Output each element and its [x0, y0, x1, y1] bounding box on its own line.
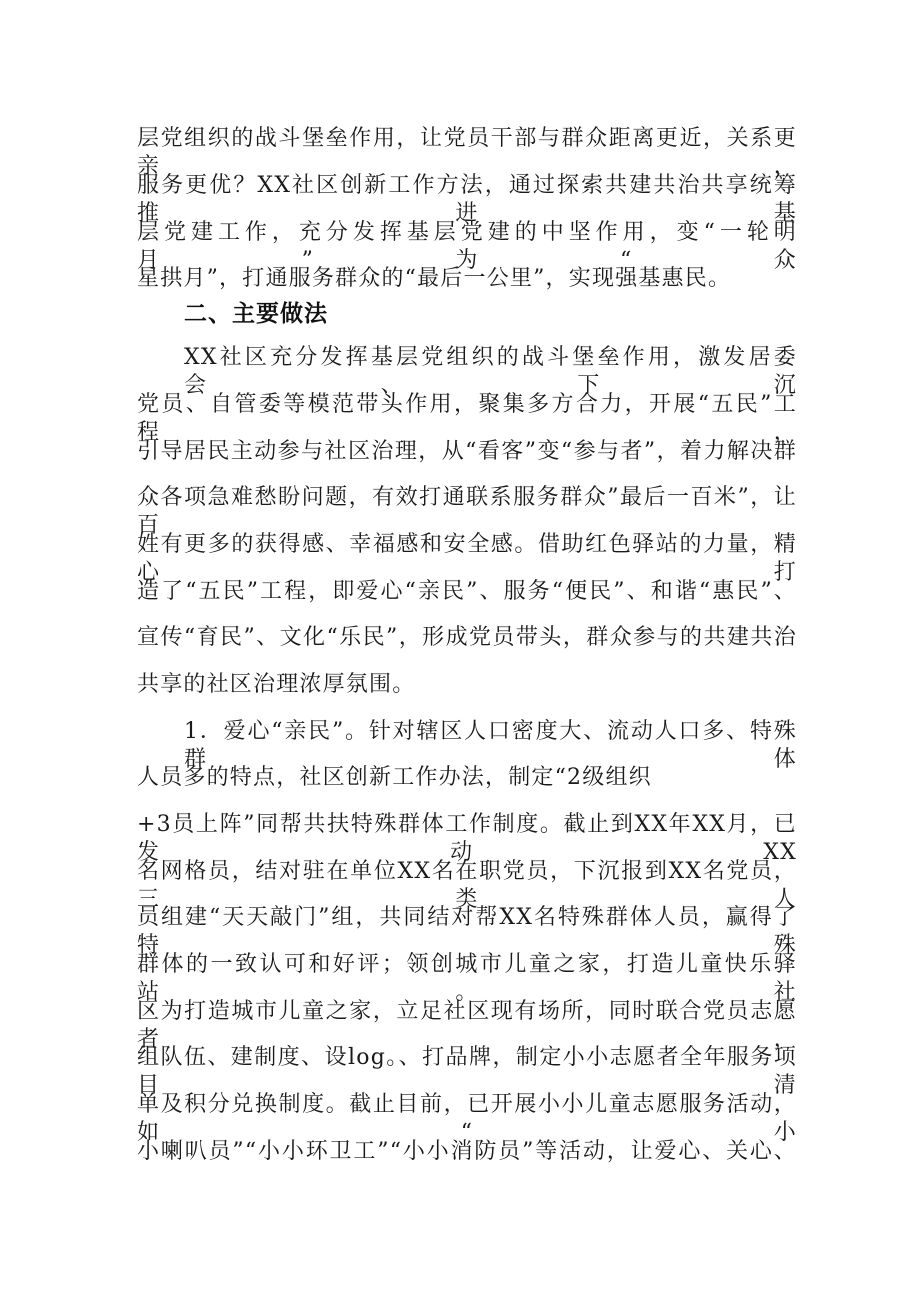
paragraph-line: 群体的一致认可和好评；领创城市儿童之家，打造儿童快乐驿站。社: [137, 952, 797, 1005]
paragraph-line: 服务更优？XX社区创新工作方法，通过探索共建共治共享统筹推进基: [137, 173, 797, 226]
paragraph-line: 共享的社区治理浓厚氛围。: [137, 672, 416, 697]
paragraph-line: 引导居民主动参与社区治理，从“看客”变“参与者”，着力解决群: [137, 439, 797, 464]
paragraph-line: 众各项急难愁盼问题，有效打通联系服务群众”最后一百米”，让百: [137, 485, 797, 538]
paragraph-line: XX社区充分发挥基层党组织的战斗堡垒作用，激发居委会、下沉: [184, 345, 797, 398]
paragraph-line: 姓有更多的获得感、幸福感和安全感。借助红色驿站的力量，精心打: [137, 532, 797, 585]
paragraph-line: 员组建“天天敲门”组，共同结对帮XX名特殊群体人员，赢得了特殊: [137, 905, 797, 958]
paragraph-line: 星拱月”，打通服务群众的“最后一公里”，实现强基惠民。: [137, 266, 732, 291]
paragraph-line: 层党组织的战斗堡垒作用，让党员干部与群众距离更近，关系更亲，: [137, 126, 797, 179]
paragraph-line: 1．爱心“亲民”。针对辖区人口密度大、流动人口多、特殊群体: [184, 719, 797, 772]
section-heading: 二、主要做法: [184, 301, 328, 327]
paragraph-line: 宣传“育民”、文化“乐民”，形成党员带头，群众参与的共建共治: [137, 625, 797, 650]
paragraph-line: 区为打造城市儿童之家，立足社区现有场所，同时联合党员志愿者，: [137, 999, 797, 1052]
paragraph-line: 名网格员，结对驻在单位XX名在职党员，下沉报到XX名党员，三类人: [137, 859, 797, 912]
paragraph-line: 小喇叭员”“小小环卫工”“小小消防员”等活动，让爱心、关心、: [137, 1139, 797, 1164]
paragraph-line: 组队伍、建制度、设log。、打品牌，制定小小志愿者全年服务项目清: [137, 1045, 797, 1098]
paragraph-line: 人员多的特点，社区创新工作办法，制定“2级组织: [137, 765, 652, 790]
paragraph-line: 单及积分兑换制度。截止目前，已开展小小儿童志愿服务活动，如“小: [137, 1092, 797, 1145]
paragraph-line: 层党建工作，充分发挥基层党建的中坚作用，变“一轮明月”为“众: [137, 220, 797, 273]
paragraph-line: 造了“五民”工程，即爱心“亲民”、服务“便民”、和谐“惠民”、: [137, 579, 797, 604]
paragraph-line: 党员、自管委等模范带头作用，聚集多方合力，开展“五民”工程，: [137, 392, 797, 445]
paragraph-line: +3员上阵”同帮共扶特殊群体工作制度。截止到XX年XX月，已发动XX: [137, 812, 797, 865]
